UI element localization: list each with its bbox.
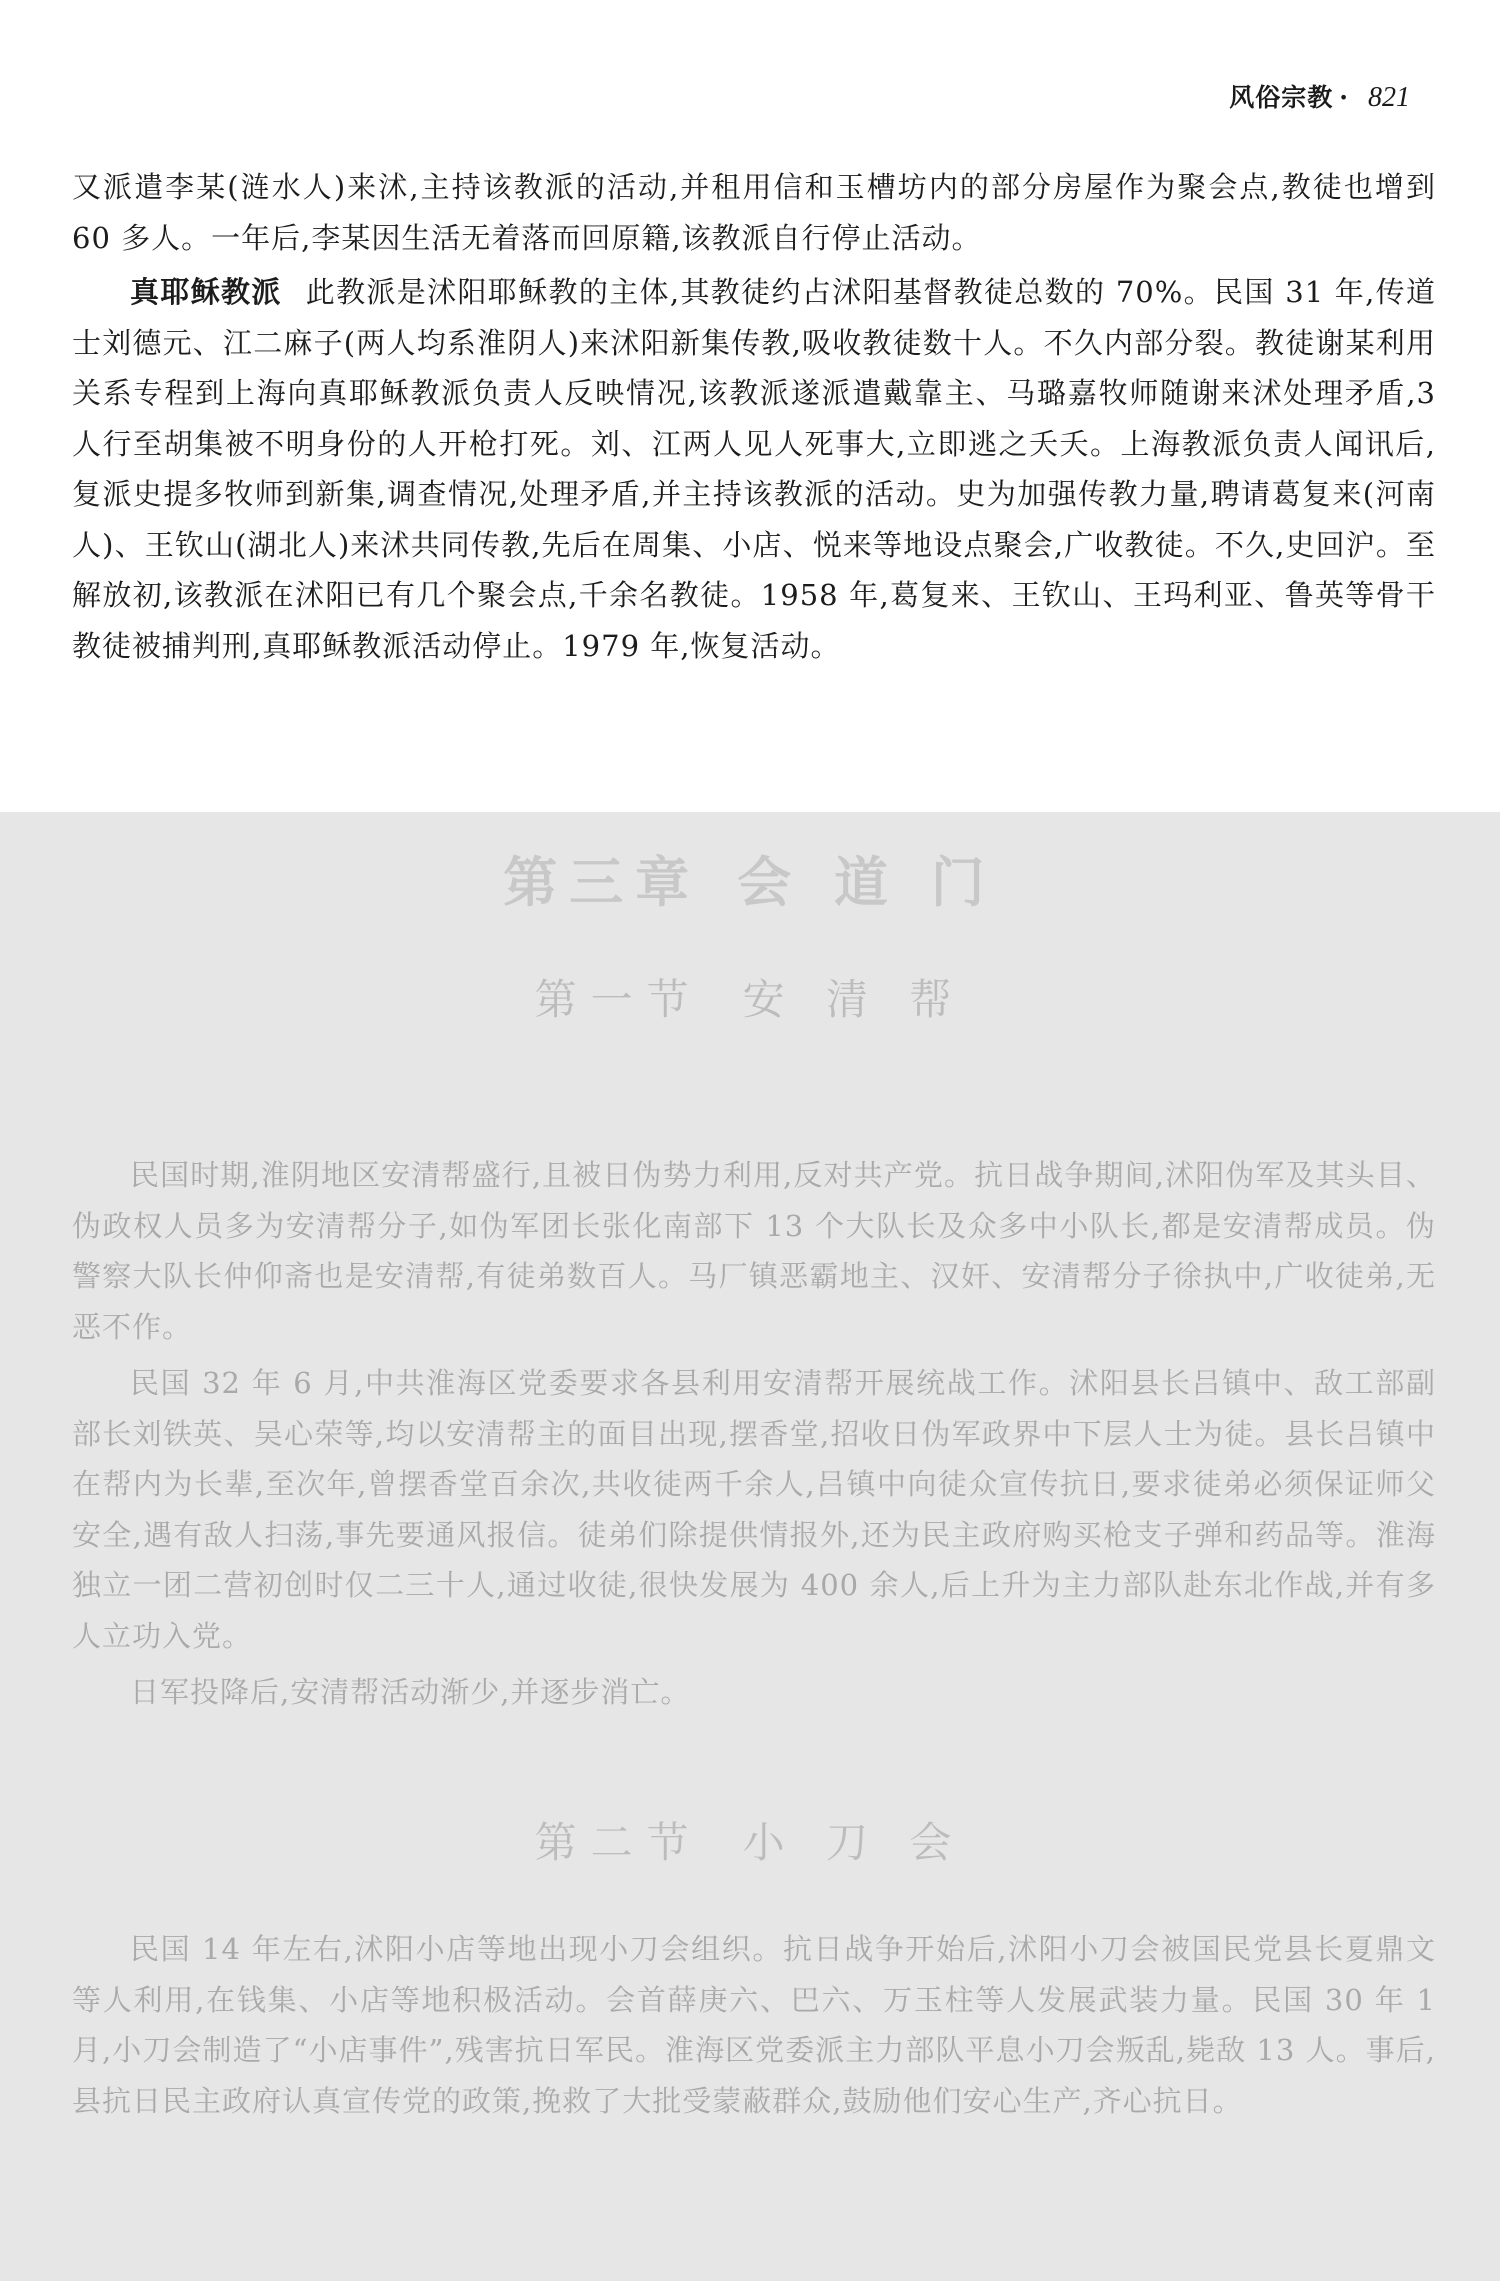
section-2-body	[72, 1924, 1436, 2126]
section-number: 第一节	[534, 975, 703, 1024]
page-number: 821	[1368, 82, 1410, 113]
section-number: 第二节	[534, 1818, 703, 1867]
running-header	[1229, 78, 1410, 114]
top-text-block	[72, 162, 1436, 671]
section-title-2	[0, 1810, 1500, 1870]
header-section-name: 风俗宗教	[1229, 83, 1334, 112]
section-1-body	[72, 1150, 1436, 1718]
chapter-title	[0, 840, 1500, 917]
term-heading: 真耶稣教派	[130, 275, 282, 309]
paragraph: 民国时期,淮阴地区安清帮盛行,且被日伪势力利用,反对共产党。抗日战争期间,沭阳伪军及其头目、伪政权人员多为安清帮分子,如伪军团长张化南部下 13 个大队长及众多中小队长,都是安清帮成员。伪警察大队长仲仰斋也是安清帮,有徒弟数百人。马厂镇恶霸地主、汉奸、安清帮分子徐执中,广收徒弟,无恶不作。	[72, 1158, 1436, 1344]
section-title-1	[0, 967, 1500, 1027]
paragraph-body: 此教派是沭阳耶稣教的主体,其教徒约占沭阳基督教徒总数的 70%。民国 31 年,传道士刘德元、江二麻子(两人均系淮阴人)来沭阳新集传教,吸收教徒数十人。不久内部分裂。教徒谢某利用关系专程到上海向真耶稣教派负责人反映情况,该教派遂派遣戴靠主、马璐嘉牧师随谢来沭处理矛盾,3 人行至胡集被不明身份的人开枪打死。刘、江两人见人死事大,立即逃之夭夭。上海教派负责人闻讯后,复派史提多牧师到新集,调查情况,处理矛盾,并主持该教派的活动。史为加强传教力量,聘请葛复来(河南人)、王钦山(湖北人)来沭共同传教,先后在周集、小店、悦来等地设点聚会,广收教徒。不久,史回沪。至解放初,该教派在沭阳已有几个聚会点,千余名教徒。1958 年,葛复来、王钦山、王玛利亚、鲁英等骨干教徒被捕判刑,真耶稣教派活动停止。1979 年,恢复活动。	[72, 275, 1436, 663]
paragraph: 民国 14 年左右,沭阳小店等地出现小刀会组织。抗日战争开始后,沭阳小刀会被国民党县长夏鼎文等人利用,在钱集、小店等地积极活动。会首薛庚六、巴六、万玉柱等人发展武装力量。民国 30 年 1 月,小刀会制造了“小店事件”,残害抗日军民。淮海区党委派主力部队平息小刀会叛乱,毙敌 13 人。事后,县抗日民主政府认真宣传党的政策,挽救了大批受蒙蔽群众,鼓励他们安心生产,齐心抗日。	[72, 1932, 1436, 2118]
chapter-number: 第三章	[503, 851, 702, 914]
section-name: 安 清 帮	[742, 975, 966, 1024]
paragraph-continuation: 又派遣李某(涟水人)来沭,主持该教派的活动,并租用信和玉槽坊内的部分房屋作为聚会点,教徒也增到 60 多人。一年后,李某因生活无着落而回原籍,该教派自行停止活动。	[72, 170, 1436, 255]
faded-lower-region	[0, 812, 1500, 2281]
section-name: 小 刀 会	[742, 1818, 966, 1867]
paragraph: 民国 32 年 6 月,中共淮海区党委要求各县利用安清帮开展统战工作。沭阳县长吕镇中、敌工部副部长刘铁英、吴心荣等,均以安清帮主的面目出现,摆香堂,招收日伪军政界中下层人士为徒。县长吕镇中在帮内为长辈,至次年,曾摆香堂百余次,共收徒两千余人,吕镇中向徒众宣传抗日,要求徒弟必须保证师父安全,遇有敌人扫荡,事先要通风报信。徒弟们除提供情报外,还为民主政府购买枪支子弹和药品等。淮海独立一团二营初创时仅二三十人,通过收徒,很快发展为 400 余人,后上升为主力部队赴东北作战,并有多人立功入党。	[72, 1366, 1436, 1653]
header-separator: ·	[1339, 83, 1348, 112]
paragraph: 日军投降后,安清帮活动渐少,并逐步消亡。	[130, 1675, 691, 1709]
paragraph-true-jesus-church	[72, 267, 1436, 671]
chapter-name: 会 道 门	[737, 851, 997, 914]
